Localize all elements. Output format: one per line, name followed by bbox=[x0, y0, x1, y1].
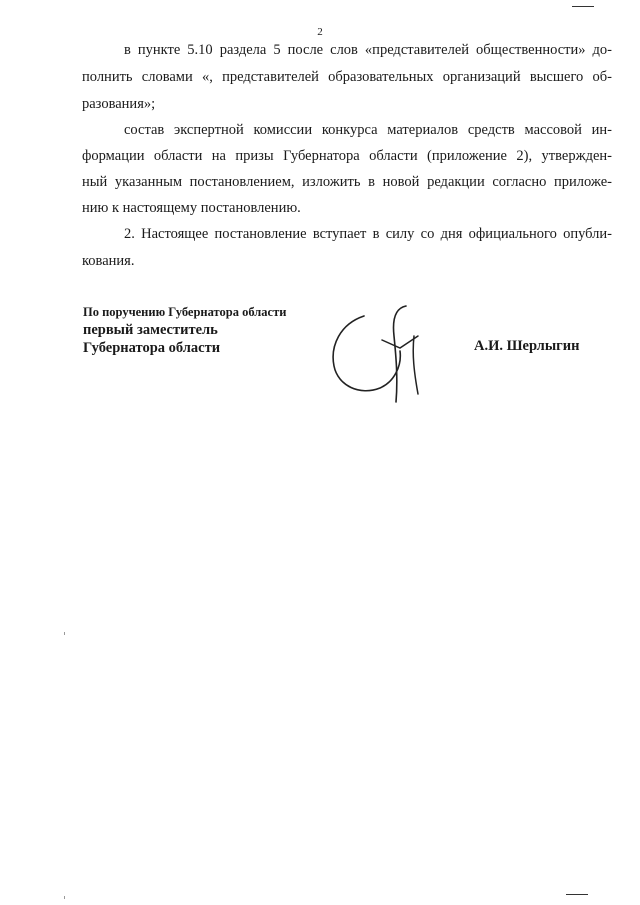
page-number: 2 bbox=[317, 26, 323, 38]
paragraph-line: ный указанным постановлением, изложить в новой редакции согласно приложе- bbox=[82, 174, 612, 190]
paragraph-line: формации области на призы Губернатора области (приложение 2), утвержден- bbox=[82, 148, 612, 164]
signatory-authority: По поручению Губернатора области bbox=[83, 305, 287, 319]
scan-mark bbox=[572, 6, 594, 7]
scan-mark bbox=[64, 896, 65, 899]
paragraph-line: разования»; bbox=[82, 96, 156, 112]
handwritten-signature bbox=[322, 296, 432, 406]
paragraph-line: в пункте 5.10 раздела 5 после слов «представителей общественности» до- bbox=[124, 42, 612, 58]
paragraph-line: состав экспертной комиссии конкурса материалов средств массовой ин- bbox=[124, 122, 612, 138]
signatory-position-line2: Губернатора области bbox=[83, 340, 221, 356]
paragraph-line: нию к настоящему постановлению. bbox=[82, 200, 301, 216]
signatory-position-line1: первый заместитель bbox=[83, 322, 218, 338]
paragraph-line: 2. Настоящее постановление вступает в силу со дня официального опубли- bbox=[124, 226, 612, 242]
paragraph-line: полнить словами «, представителей образовательных организаций высшего об- bbox=[82, 69, 612, 85]
signatory-name: А.И. Шерлыгин bbox=[474, 338, 580, 354]
scan-mark bbox=[566, 894, 588, 895]
paragraph-line: кования. bbox=[82, 253, 135, 269]
scan-mark bbox=[64, 632, 65, 635]
